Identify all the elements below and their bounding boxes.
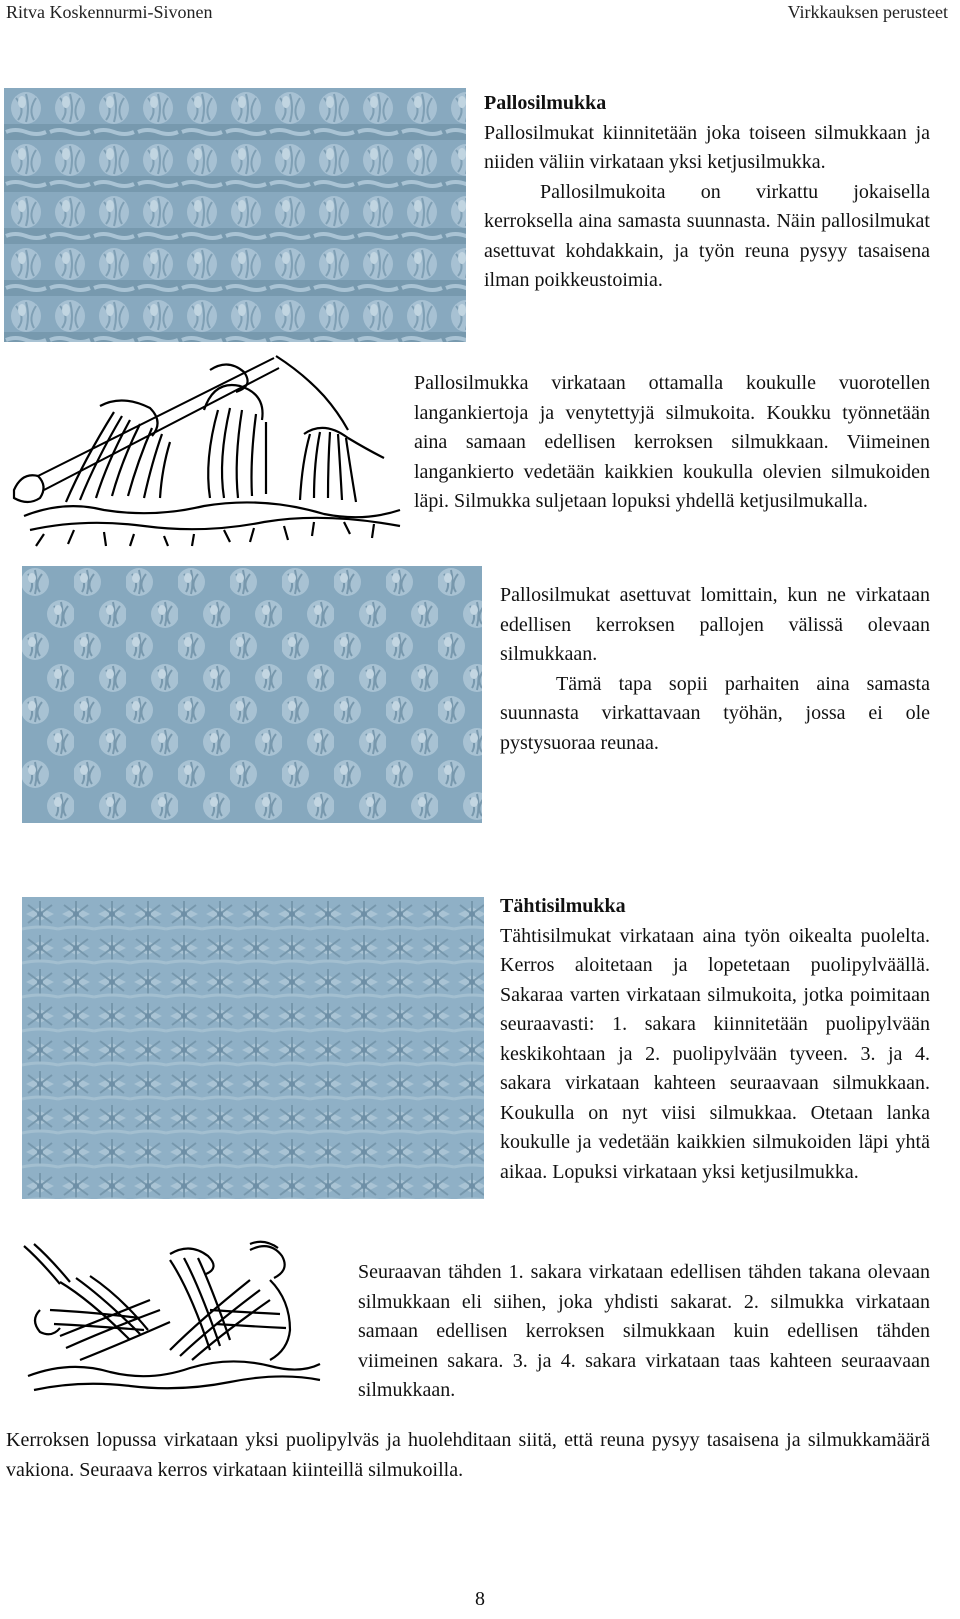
page-number: 8 xyxy=(475,1588,485,1610)
staggered-puff-text xyxy=(500,581,930,758)
section-heading-tahtisilmukka: Tähtisilmukka xyxy=(500,895,626,917)
paragraph: Seuraavan tähden 1. sakara virkataan edellisen tähden takana olevaan silmukkaan eli siihen, joka yhdisti sakarat. 2. silmukka virkataan samaan edellisen kerroksen silmukkaan kuin edellisen tähden viimeinen sakara. 3. ja 4. sakara virkataan taas kahteen seuraavaan silmukkaan. xyxy=(358,1261,930,1401)
paragraph: Pallosilmukat asettuvat lomittain, kun ne virkataan edellisen kerroksen pallojen välissä olevaan silmukkaan. xyxy=(500,584,930,665)
puff-stitch-diagram xyxy=(4,350,404,548)
puff-stitch-intro xyxy=(484,89,930,296)
star-stitch-diagram-caption xyxy=(358,1258,930,1406)
header-title: Virkkauksen perusteet xyxy=(787,2,948,22)
paragraph: Pallosilmukat kiinnitetään joka toiseen silmukkaan ja niiden väliin virkataan yksi ketjusilmukka. xyxy=(484,121,930,173)
paragraph: Pallosilmukka virkataan ottamalla koukulle vuorotellen langankiertoja ja venytettyjä silmukoita. Koukku työnnetään aina samaan edellisen kerroksen silmukkaan. Viimeinen langankierto vedetään kaikkien koukulla olevien silmukoiden läpi. Silmukka suljetaan lopuksi yhdellä ketjusilmukalla. xyxy=(414,372,930,512)
paragraph: Tämä tapa sopii parhaiten aina samasta suunnasta virkattavaan työhän, jossa ei ole pystysuoraa reunaa. xyxy=(500,672,930,754)
paragraph: Kerroksen lopussa virkataan yksi puolipylväs ja huolehditaan siitä, että reuna pysyy tasaisena ja silmukkamäärä vakiona. Seuraava kerros virkataan kiinteillä silmukoilla. xyxy=(6,1429,930,1481)
puff-stitch-diagram-caption xyxy=(414,369,930,517)
star-stitch-intro xyxy=(500,892,930,1187)
paragraph: Pallosilmukoita on virkattu jokaisella kerroksella aina samasta suunnasta. Näin pallosilmukat asettuvat kohdakkain, ja työn reuna pysyy tasaisena ilman poikkeustoimia. xyxy=(484,180,930,291)
puff-stitch-rows-photo xyxy=(4,88,466,342)
closing-paragraph xyxy=(6,1426,930,1485)
star-stitch-diagram xyxy=(20,1240,340,1400)
staggered-puff-stitch-photo xyxy=(22,566,482,823)
header-author: Ritva Koskennurmi-Sivonen xyxy=(6,2,213,22)
paragraph: Tähtisilmukat virkataan aina työn oikealta puolelta. Kerros aloitetaan ja lopetetaan puolipylväällä. Sakaraa varten virkataan silmukoita, jotka poimitaan seuraavasti: 1. sakara kiinnitetään puolipylvään keskikohtaan ja 2. puolipylvään tyveen. 3. ja 4. sakara virkataan kahteen seuraavaan silmukkaan. Koukulla on nyt viisi silmukkaa. Otetaan lanka koukulle ja vedetään kaikkien silmukoiden läpi yhtä aikaa. Lopuksi virkataan yksi ketjusilmukka. xyxy=(500,924,930,1183)
star-stitch-photo xyxy=(22,897,484,1199)
section-heading-pallosilmukka: Pallosilmukka xyxy=(484,92,607,114)
